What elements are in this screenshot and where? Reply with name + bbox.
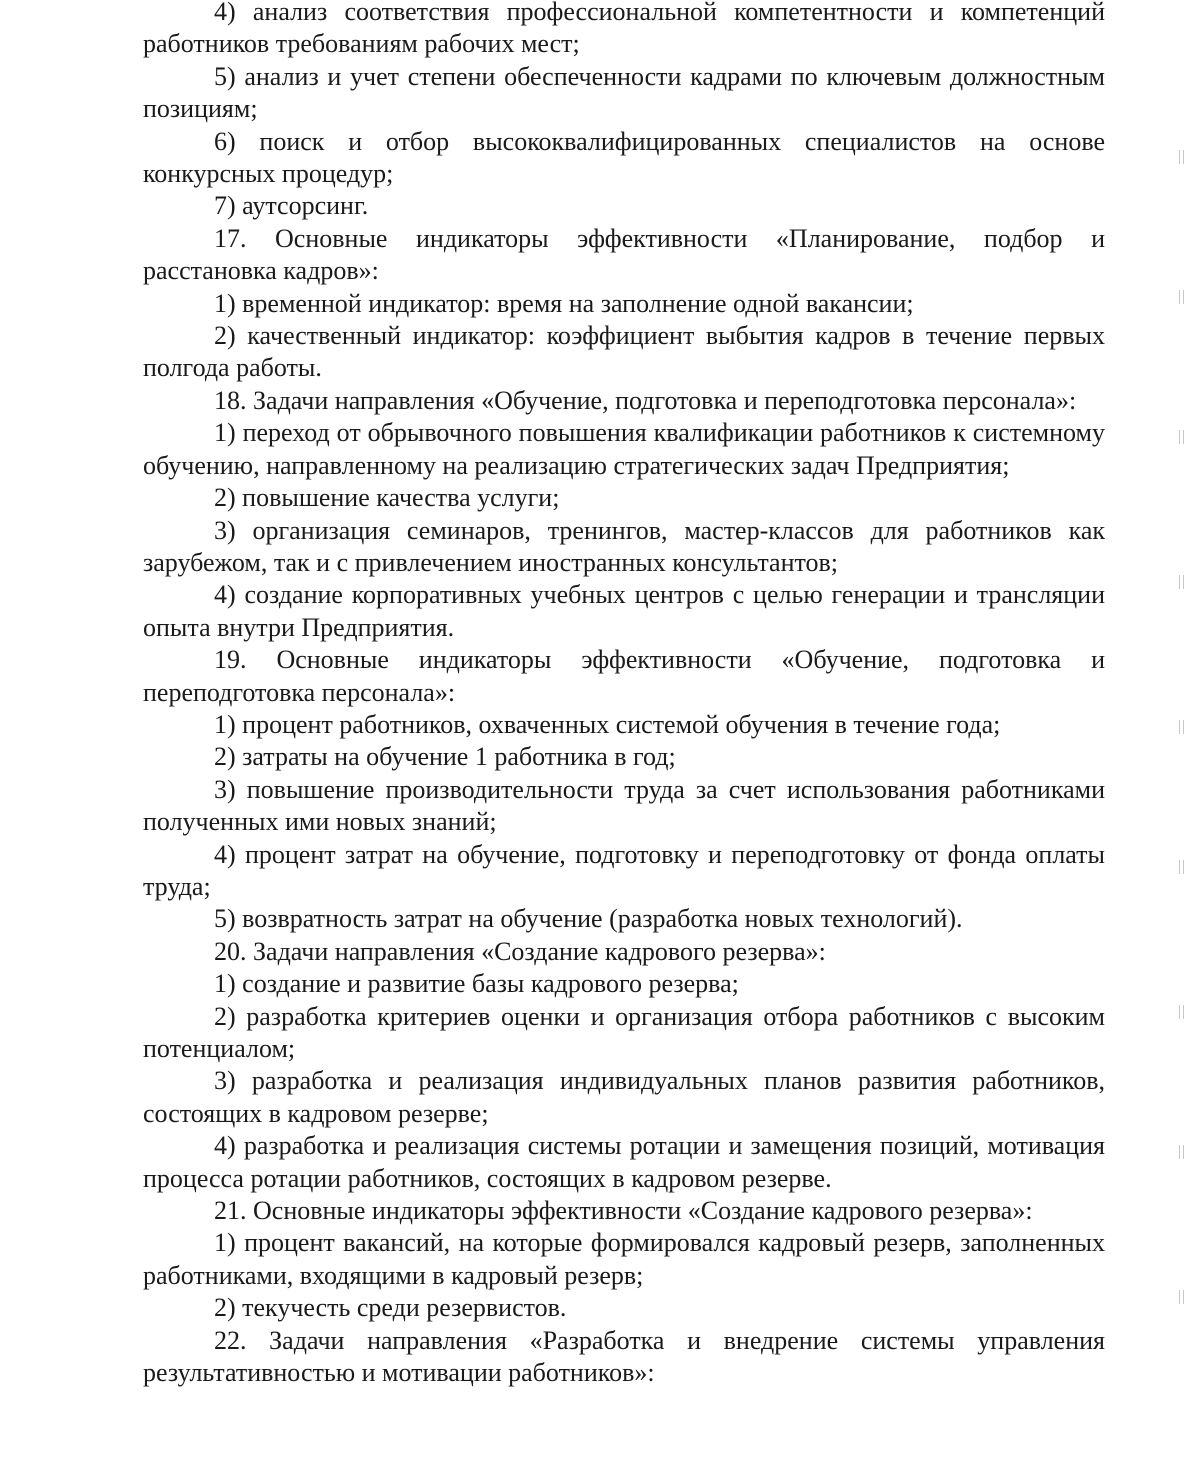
paragraph: 19. Основные индикаторы эффективности «Обучение, подготовка и переподготовка персонала»: [143,645,1105,707]
scan-artifact-mark [1179,150,1184,164]
scan-artifact-mark [1179,1145,1184,1159]
paragraph: 4) анализ соответствия профессиональной компетентности и компетенций работников требованиям рабочих мест; [143,0,1105,59]
scan-artifact-mark [1179,1005,1184,1019]
scan-artifact-mark [1179,860,1184,874]
paragraph: 22. Задачи направления «Разработка и внедрение системы управления результативностью и мотивации работников»: [143,1325,1105,1388]
paragraph: 1) создание и развитие базы кадрового резерва; [214,969,739,999]
scan-artifact-mark [1179,430,1184,444]
scan-margin-marks [1172,0,1192,1467]
scan-artifact-mark [1179,290,1184,304]
paragraph: 21. Основные индикаторы эффективности «Создание кадрового резерва»: [214,1196,1033,1226]
paragraph: 4) создание корпоративных учебных центров с целью генерации и трансляции опыта внутри Предприятия. [143,580,1105,642]
paragraph: 1) временной индикатор: время на заполнение одной вакансии; [214,288,914,318]
paragraph: 1) переход от обрывочного повышения квалификации работников к системному обучению, направленному на реализацию стратегических задач Предприятия; [143,418,1105,480]
paragraph: 2) разработка критериев оценки и организация отбора работников с высоким потенциалом; [143,1001,1105,1063]
paragraph: 18. Задачи направления «Обучение, подготовка и переподготовка персонала»: [214,385,1077,415]
paragraph: 3) разработка и реализация индивидуальных планов развития работников, состоящих в кадровом резерве; [143,1066,1105,1128]
paragraph: 4) процент затрат на обучение, подготовку и переподготовку от фонда оплаты труда; [143,839,1105,901]
paragraph: 4) разработка и реализация системы ротации и замещения позиций, мотивация процесса ротации работников, состоящих в кадровом резерве. [143,1131,1105,1193]
paragraph: 3) организация семинаров, тренингов, мастер-классов для работников как зарубежом, так и с привлечением иностранных консультантов; [143,515,1105,577]
paragraph: 2) затраты на обучение 1 работника в год; [214,742,676,772]
paragraph: 6) поиск и отбор высококвалифицированных специалистов на основе конкурсных процедур; [143,126,1105,189]
scan-artifact-mark [1179,720,1184,734]
paragraph: 1) процент работников, охваченных системой обучения в течение года; [214,709,1001,739]
paragraph: 5) анализ и учет степени обеспеченности кадрами по ключевым должностным позициям; [143,61,1105,124]
paragraph: 17. Основные индикаторы эффективности «Планирование, подбор и расстановка кадров»: [143,223,1105,286]
paragraph: 1) процент вакансий, на которые формировался кадровый резерв, заполненных работниками, входящими в кадровый резерв; [143,1228,1105,1290]
scan-artifact-mark [1179,575,1184,589]
paragraph: 20. Задачи направления «Создание кадрового резерва»: [214,936,826,966]
scan-artifact-mark [1179,1290,1184,1304]
paragraph: 2) качественный индикатор: коэффициент выбытия кадров в течение первых полгода работы. [143,321,1105,383]
paragraph: 2) текучесть среди резервистов. [214,1293,567,1323]
paragraph: 3) повышение производительности труда за счет использования работниками полученных ими новых знаний; [143,774,1105,837]
paragraph: 7) аутсорсинг. [214,191,369,221]
paragraph: 5) возвратность затрат на обучение (разработка новых технологий). [214,904,963,934]
document-page [143,0,1105,1389]
paragraph: 2) повышение качества услуги; [214,483,560,513]
